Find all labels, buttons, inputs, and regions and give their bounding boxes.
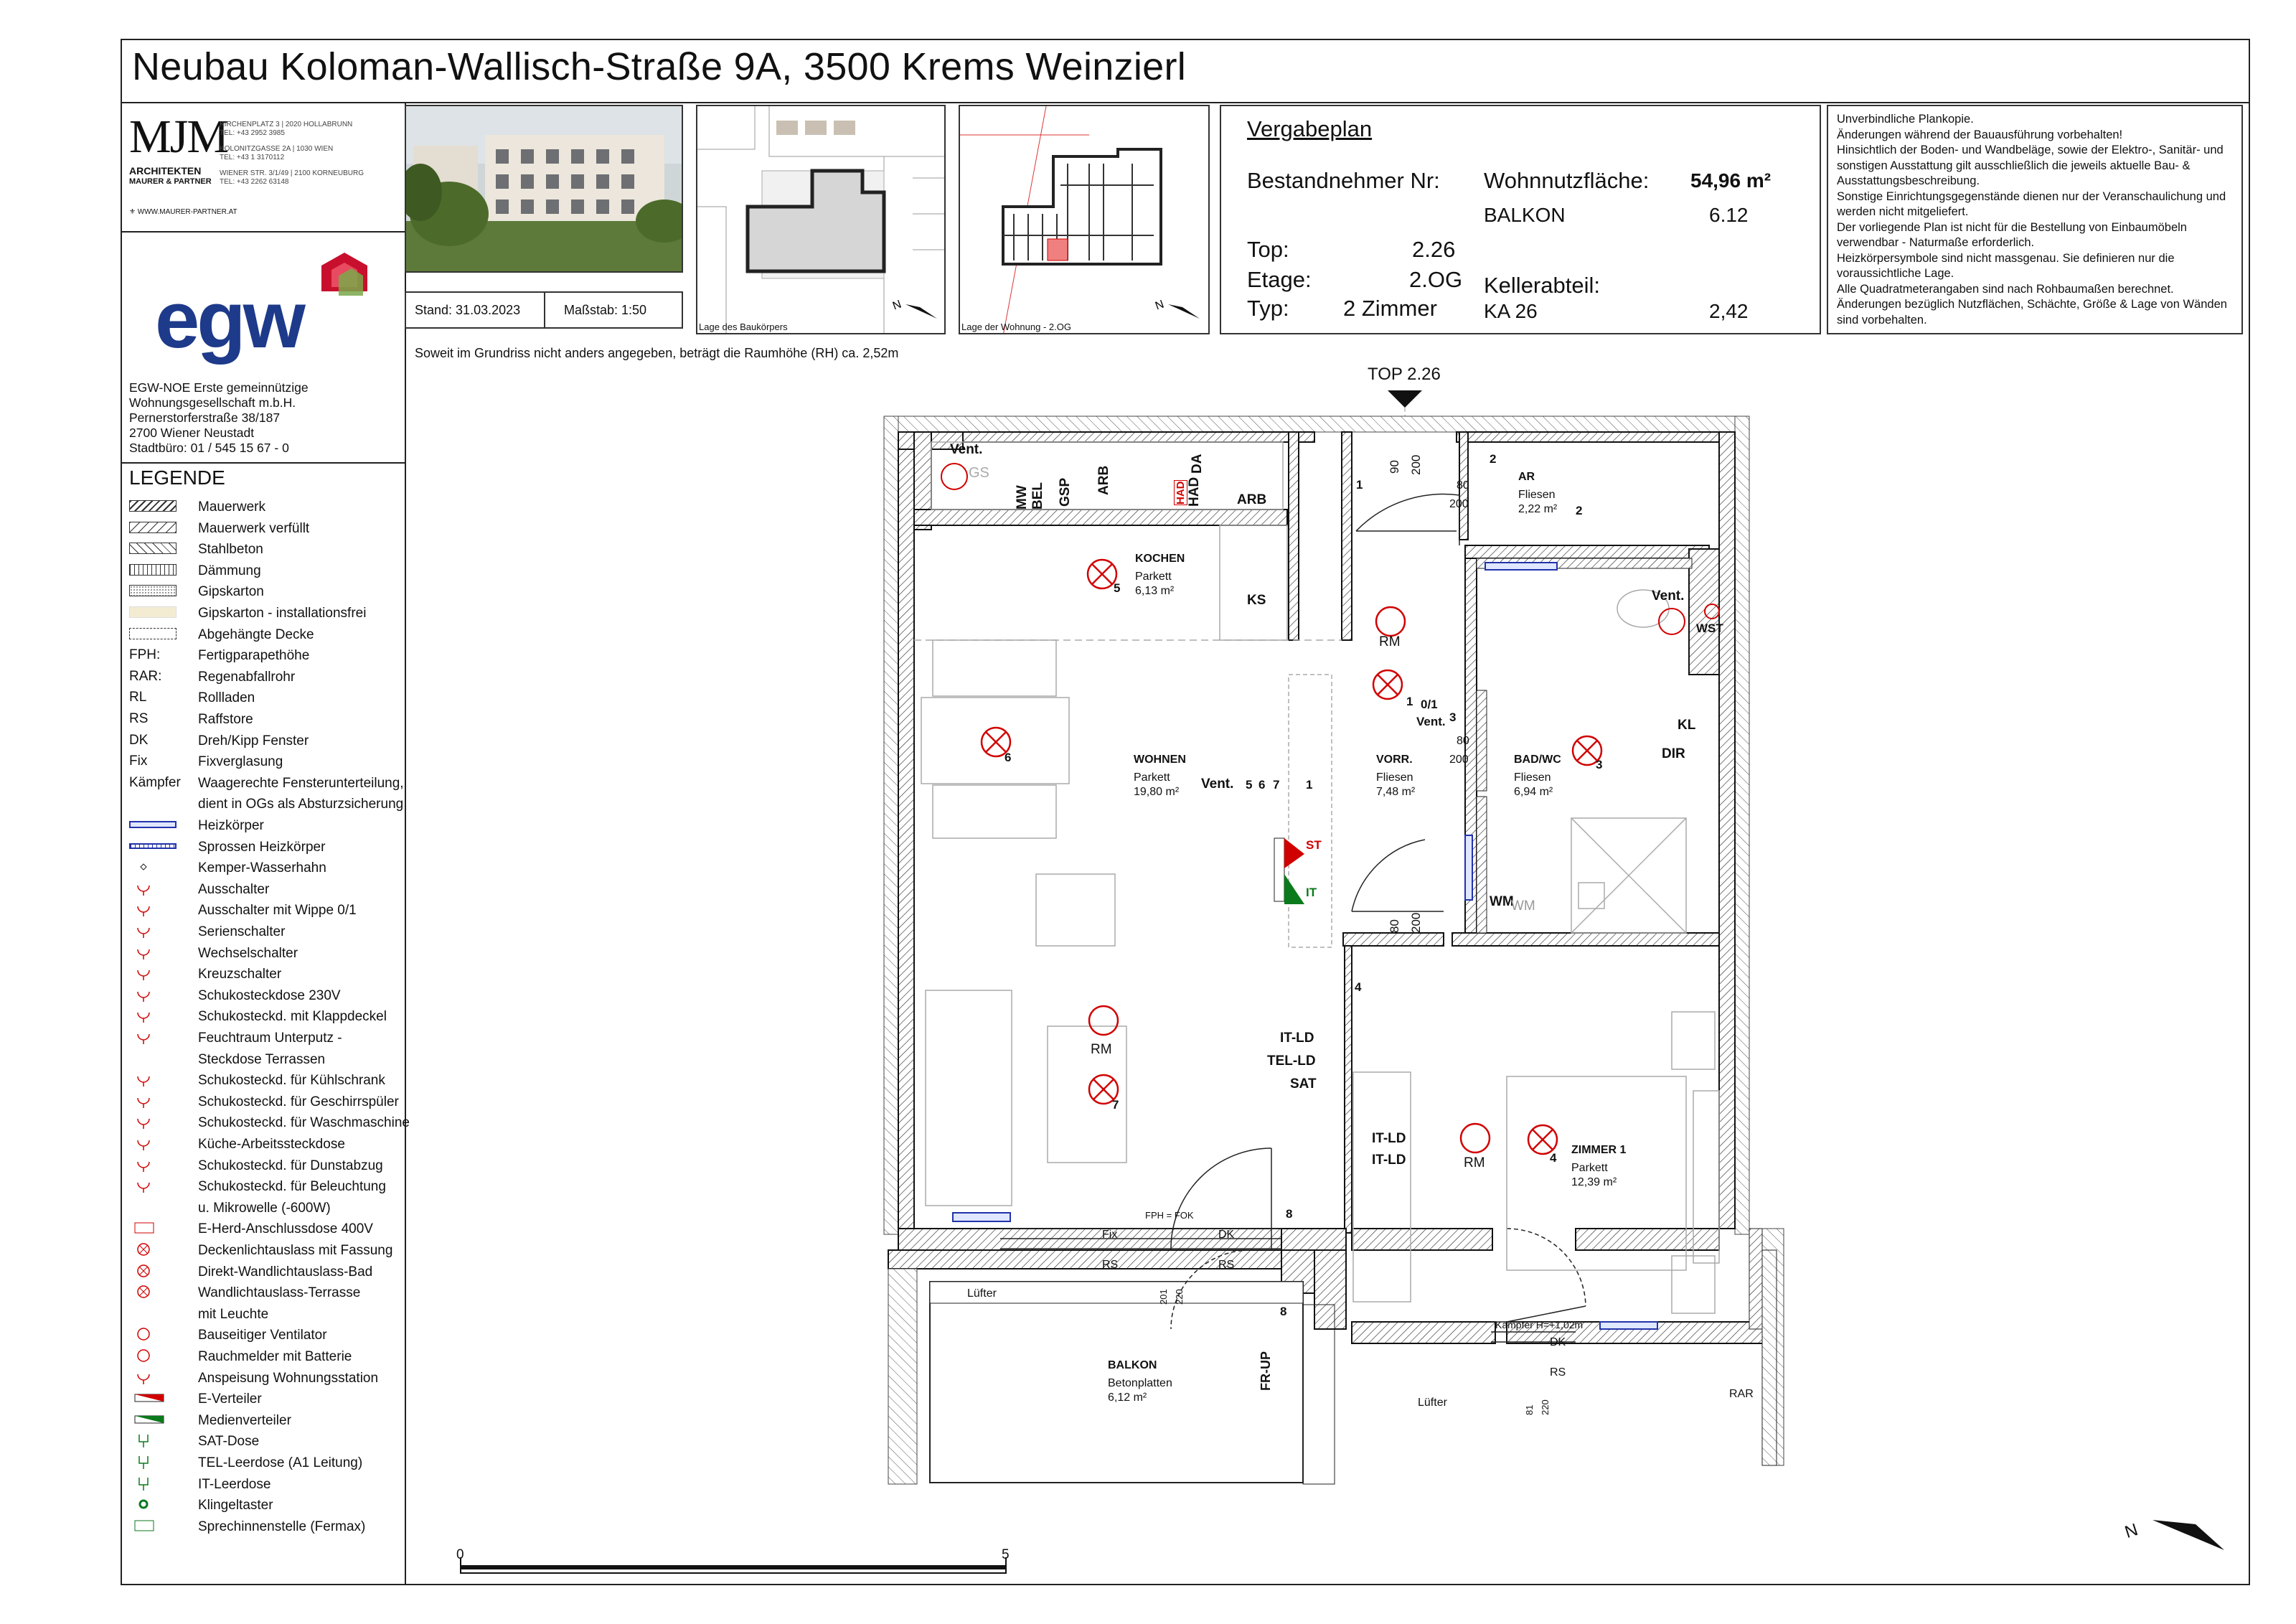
legend-text: Steckdose Terrassen: [198, 1051, 326, 1067]
room-balkon-name: BALKON: [1108, 1359, 1157, 1371]
room-vorr-details: [1376, 771, 1415, 799]
it-ld-label-3: IT-LD: [1372, 1153, 1406, 1168]
ceiling-light-icon: [1372, 669, 1403, 700]
dk-label-2: DK: [1550, 1336, 1566, 1348]
kellerabteil-name: KA 26: [1484, 300, 1538, 322]
circuit-number: 2: [1490, 452, 1497, 466]
legend-text: Stahlbeton: [198, 542, 263, 558]
architect-web-text: WWW.MAURER-PARTNER.AT: [137, 208, 237, 216]
legend-text: Regenabfallrohr: [198, 669, 296, 685]
arb-label-top: ARB: [1096, 465, 1111, 495]
legend-text: Anspeisung Wohnungsstation: [198, 1370, 379, 1386]
legend-text: Gipskarton: [198, 584, 264, 600]
top-marker-label: TOP 2.26: [1368, 365, 1441, 384]
ar-dim-200: 200: [1449, 498, 1469, 510]
legend-text: Schukosteckd. für Waschmaschine: [198, 1115, 410, 1131]
room-zimmer1-area: 12,39 m²: [1571, 1176, 1617, 1188]
office-1-city: HOLLABRUNN: [303, 121, 353, 128]
client-line-4: 2700 Wiener Neustadt: [129, 426, 255, 440]
legend-text: Dämmung: [198, 563, 261, 578]
circuit-number: 3: [1596, 758, 1603, 771]
circuit-number: 6: [1258, 778, 1266, 792]
legend-text: Deckenlichtauslass mit Fassung: [198, 1243, 393, 1258]
room-wohnen-details: [1134, 771, 1179, 799]
north-label: N: [2122, 1520, 2140, 1543]
room-kochen-details: [1135, 570, 1174, 599]
circuit-number: 7: [1112, 1098, 1119, 1112]
vent-label-kitchen: Vent.: [950, 442, 983, 457]
etage-label: Etage:: [1247, 267, 1312, 292]
legend-text: Raffstore: [198, 712, 253, 727]
legend-text: Rauchmelder mit Batterie: [198, 1349, 352, 1364]
disclaimer-line-1: Unverbindliche Plankopie.: [1837, 113, 1974, 126]
circuit-number: 6: [1004, 751, 1012, 764]
legend-text: Mauerwerk verfüllt: [198, 520, 310, 536]
disclaimer-line-6: Heizkörpersymbole sind nicht massgenau. Sie definieren nur die voraussichtliche Lage.: [1837, 251, 2175, 280]
dim-81: 81: [1524, 1404, 1535, 1415]
wst-label: WST: [1696, 621, 1723, 635]
room-zimmer1-name: ZIMMER 1: [1571, 1144, 1627, 1156]
typ-value: 2 Zimmer: [1343, 296, 1437, 321]
it-ld-label-2: IT-LD: [1372, 1131, 1406, 1146]
room-balkon-floor: Betonplatten: [1108, 1377, 1172, 1389]
office-3-city: KORNEUBURG: [312, 169, 364, 177]
legend-text: Wechselschalter: [198, 945, 298, 961]
legend-text: Sprossen Heizkörper: [198, 839, 326, 855]
top-marker-triangle: [1388, 390, 1422, 408]
mjm-logo: MJM: [129, 111, 228, 163]
legend-text: u. Mikrowelle (-600W): [198, 1200, 331, 1216]
raumhoehe-note: Soweit im Grundriss nicht anders angegeben, beträgt die Raumhöhe (RH) ca. 2,52m: [415, 346, 899, 360]
gsp-label: GSP: [1058, 477, 1073, 507]
legend-text: SAT-Dose: [198, 1434, 260, 1450]
balkon-label: BALKON: [1484, 204, 1566, 226]
room-wohnen-name: WOHNEN: [1134, 754, 1186, 766]
rar-label: RAR: [1729, 1388, 1754, 1400]
top-value: 2.26: [1412, 237, 1456, 262]
gs-label: GS: [969, 465, 989, 481]
fix-label: Fix: [1102, 1229, 1118, 1241]
architect-name-2: MAURER & PARTNER: [129, 177, 212, 186]
legend-abbr: FPH:: [129, 647, 161, 663]
wohnnutzflaeche-label: Wohnnutzfläche:: [1484, 168, 1650, 193]
unit-map-caption: Lage der Wohnung - 2.OG: [961, 321, 1071, 332]
fph-label: FPH = FOK: [1145, 1210, 1194, 1221]
legend-text: Schukosteckd. für Dunstabzug: [198, 1158, 383, 1173]
legend-text: Küche-Arbeitssteckdose: [198, 1137, 345, 1152]
tel-ld-label: TEL-LD: [1267, 1053, 1316, 1069]
zimmer-door-dim-200: 200: [1409, 912, 1423, 933]
legend-text: E-Herd-Anschlussdose 400V: [198, 1221, 373, 1237]
room-wohnen-floor: Parkett: [1134, 771, 1170, 784]
legend-text: Fixverglasung: [198, 754, 283, 770]
rm-label-vorr: RM: [1379, 634, 1401, 649]
disclaimer-line-3: Hinsichtlich der Boden- und Wandbeläge, sowie der Elektro-, Sanitär- und sonstigen Ausstattung gilt ausschließlich die jeweils aktuelle Bau- & Ausstattungsbeschreibung.: [1837, 144, 2224, 187]
room-ar-name: AR: [1518, 471, 1535, 483]
wm-grey-label: WM: [1511, 898, 1535, 914]
room-kochen-name: KOCHEN: [1135, 553, 1185, 565]
room-bad-name: BAD/WC: [1514, 754, 1561, 766]
vergabeplan-title: Vergabeplan: [1247, 116, 1373, 141]
legend-text: Wandlichtauslass-Terrasse: [198, 1285, 361, 1301]
vent-label-bad: Vent.: [1652, 588, 1685, 604]
circuit-number: 7: [1273, 778, 1280, 792]
circuit-number: 4: [1550, 1151, 1557, 1165]
circuit-number: 2: [1576, 504, 1583, 517]
ar-dim-80: 80: [1457, 479, 1469, 492]
room-balkon-details: [1108, 1376, 1172, 1405]
etage-value: 2.OG: [1409, 267, 1463, 292]
legend-abbr: RS: [129, 710, 149, 726]
sat-label: SAT: [1290, 1076, 1317, 1092]
office-3-tel: TEL: +43 2262 63148: [220, 178, 289, 186]
legend-text: Dreh/Kipp Fenster: [198, 733, 309, 748]
legend-text: Schukosteckdose 230V: [198, 987, 341, 1003]
disclaimer-line-2: Änderungen während der Bauausführung vorbehalten!: [1837, 128, 2123, 141]
legend-text: Kemper-Wasserhahn: [198, 860, 326, 876]
legend-text: Schukosteckd. für Beleuchtung: [198, 1179, 386, 1195]
disclaimer-line-4: Sonstige Einrichtungsgegenstände dienen nur der Veranschaulichung und werden nicht mitgeliefert.: [1837, 189, 2226, 218]
rs-label-1: RS: [1102, 1259, 1119, 1271]
legend-text: IT-Leerdose: [198, 1476, 271, 1492]
circuit-number: 1: [1356, 478, 1363, 492]
legend-text: mit Leuchte: [198, 1306, 269, 1322]
legend-text: Serienschalter: [198, 924, 286, 939]
legend-text: Bauseitiger Ventilator: [198, 1328, 327, 1343]
rs-label-2: RS: [1218, 1259, 1235, 1271]
fr-up-label: FR-UP: [1258, 1351, 1273, 1391]
legend-text: Heizkörper: [198, 818, 264, 833]
legend-text: Rollladen: [198, 690, 255, 706]
room-kochen-area: 6,13 m²: [1135, 585, 1175, 597]
office-2-tel: TEL: +43 1 3170112: [220, 154, 285, 161]
disclaimer-line-7: Alle Quadratmeterangaben sind nach Rohbaumaßen berechnet.: [1837, 282, 2174, 296]
room-zimmer1-details: [1571, 1161, 1617, 1190]
client-line-5: Stadtbüro: 01 / 545 15 67 - 0: [129, 441, 289, 455]
dk-label-1: DK: [1218, 1229, 1235, 1241]
kellerabteil-label: Kellerabteil:: [1484, 273, 1600, 298]
legend-text: Ausschalter: [198, 881, 270, 897]
wm-label: WM: [1490, 894, 1514, 909]
mw-label: MW: [1015, 485, 1030, 510]
legend-abbr: Fix: [129, 754, 148, 769]
legend-text: Schukosteckd. mit Klappdeckel: [198, 1009, 387, 1025]
legend-text: E-Verteiler: [198, 1391, 262, 1407]
legend-text: Gipskarton - installationsfrei: [198, 606, 367, 621]
dim-201: 201: [1158, 1289, 1169, 1305]
legend-text: Abgehängte Decke: [198, 626, 314, 642]
legend-text: Direkt-Wandlichtauslass-Bad: [198, 1264, 373, 1280]
scale-text: Maßstab: 1:50: [564, 303, 647, 317]
room-bad-details: [1514, 771, 1553, 799]
room-ar-area: 2,22 m²: [1518, 503, 1558, 515]
it-label: IT: [1306, 886, 1317, 899]
room-bad-floor: Fliesen: [1514, 771, 1551, 784]
circuit-number: 1: [1406, 695, 1413, 708]
legend-abbr: DK: [129, 732, 149, 748]
circuit-number: 1: [1306, 778, 1313, 792]
typ-label: Typ:: [1247, 296, 1289, 321]
it-ld-label-1: IT-LD: [1280, 1031, 1314, 1046]
office-1-address: KIRCHENPLATZ 3 | 2020: [220, 121, 302, 128]
door-dim-90: 90: [1388, 460, 1401, 474]
legend-abbr: RL: [129, 690, 147, 705]
st-label: ST: [1306, 838, 1322, 852]
rs-label-3: RS: [1550, 1366, 1566, 1379]
kaempfer-label: Kämpfer H=+1,02m: [1495, 1319, 1584, 1330]
rm-label-wohnen: RM: [1091, 1042, 1112, 1057]
legend-abbr: Kämpfer: [129, 774, 181, 790]
architect-name-1: ARCHITEKTEN: [129, 165, 202, 177]
bestandnehmer-label: Bestandnehmer Nr:: [1247, 168, 1440, 193]
dir-label: DIR: [1662, 746, 1685, 761]
room-bad-area: 6,94 m²: [1514, 786, 1553, 798]
dim-220-b: 220: [1540, 1399, 1551, 1415]
wohnnutzflaeche-value: 54,96 m²: [1690, 169, 1772, 192]
rm-label-zimmer: RM: [1464, 1155, 1485, 1170]
room-vorr-name: VORR.: [1376, 754, 1413, 766]
dim-220-a: 220: [1174, 1289, 1185, 1305]
luefter-label-2: Lüfter: [1418, 1397, 1447, 1409]
legend-text: Sprechinnenstelle (Fermax): [198, 1519, 366, 1534]
bad-dim-80: 80: [1457, 735, 1469, 747]
arb-side-label: ARB: [1237, 492, 1267, 507]
office-3-address: WIENER STR. 3/1/49 | 2100: [220, 169, 311, 177]
had-label: HAD: [1187, 477, 1202, 507]
legend-text: Feuchtraum Unterputz -: [198, 1031, 342, 1046]
legend-text: Kreuzschalter: [198, 967, 282, 982]
legend-text: Schukosteckd. für Geschirrspüler: [198, 1094, 399, 1109]
legend-text: Schukosteckd. für Kühlschrank: [198, 1073, 385, 1089]
kellerabteil-value: 2,42: [1709, 300, 1749, 322]
room-vorr-floor: Fliesen: [1376, 771, 1413, 784]
bad-dim-200: 200: [1449, 754, 1469, 766]
room-ar-floor: Fliesen: [1518, 489, 1556, 501]
client-line-1: EGW-NOE Erste gemeinnützige: [129, 380, 309, 395]
legend-text: Klingeltaster: [198, 1498, 273, 1513]
site-plan-caption: Lage des Baukörpers: [699, 321, 788, 332]
svg-text:N: N: [1154, 298, 1166, 313]
circuit-number: 5: [1114, 581, 1121, 595]
top-label: Top:: [1247, 237, 1289, 262]
zimmer-door-dim-80: 80: [1388, 919, 1401, 933]
room-zimmer1-floor: Parkett: [1571, 1162, 1608, 1174]
legend-title: LEGENDE: [129, 466, 225, 489]
legend-text: Ausschalter mit Wippe 0/1: [198, 903, 357, 919]
room-wohnen-area: 19,80 m²: [1134, 786, 1180, 798]
room-kochen-floor: Parkett: [1135, 571, 1172, 583]
office-1-tel: TEL: +43 2952 3985: [220, 129, 285, 137]
architect-web: ⚜ WWW.MAURER-PARTNER.AT: [129, 208, 237, 216]
legend-text: Waagerechte Fensterunterteilung,: [198, 775, 404, 791]
vent-label-vorr: Vent.: [1416, 715, 1446, 728]
vent-label-wohnen: Vent.: [1201, 776, 1234, 792]
luefter-label-1: Lüfter: [967, 1287, 997, 1300]
circuit-number: 4: [1355, 980, 1362, 994]
circuit-number: 8: [1286, 1207, 1293, 1221]
circuit-number: 8: [1280, 1305, 1287, 1318]
office-2-city: WIEN: [314, 145, 334, 153]
legend-text: TEL-Leerdose (A1 Leitung): [198, 1455, 363, 1470]
circuit-number: 5: [1246, 778, 1253, 792]
ks-label: KS: [1247, 593, 1266, 608]
door-dim-200: 200: [1409, 454, 1423, 475]
switch-01-label: 0/1: [1421, 698, 1438, 711]
egw-wordmark: egw: [155, 275, 303, 365]
svg-text:N: N: [891, 298, 903, 313]
legend-text: dient in OGs als Absturzsicherung: [198, 797, 404, 812]
room-balkon-area: 6,12 m²: [1108, 1391, 1147, 1404]
client-line-2: Wohnungsgesellschaft m.b.H.: [129, 395, 296, 410]
scale-start-label: 0: [456, 1547, 464, 1562]
legend-abbr: RAR:: [129, 668, 162, 684]
had-box-label: HAD: [1175, 481, 1187, 504]
circuit-number: 3: [1449, 710, 1457, 724]
bel-label: BEL: [1030, 482, 1045, 510]
disclaimer-line-5: Der vorliegende Plan ist nicht für die Bestellung von Einbaumöbeln verwendbar - Naturmaße erforderlich.: [1837, 220, 2187, 249]
balkon-value: 6.12: [1709, 204, 1749, 226]
office-2-address: KOLONITZGASSE 2A | 1030: [220, 145, 313, 153]
stand-date: Stand: 31.03.2023: [415, 303, 521, 317]
scale-end-label: 5: [1002, 1547, 1010, 1562]
legend-text: Mauerwerk: [198, 499, 265, 515]
page-title: Neubau Koloman-Wallisch-Straße 9A, 3500 Krems Weinzierl: [132, 45, 1187, 88]
kl-label: KL: [1678, 718, 1696, 733]
legend-text: Medienverteiler: [198, 1412, 291, 1428]
da-label: DA: [1190, 454, 1205, 474]
legend-text: Fertigparapethöhe: [198, 648, 310, 664]
room-ar-details: [1518, 488, 1557, 517]
room-vorr-area: 7,48 m²: [1376, 786, 1416, 798]
client-line-3: Pernerstorferstraße 38/187: [129, 410, 281, 425]
disclaimer-line-8: Änderungen bezüglich Nutzflächen, Schächte, Größe & Lage von Wänden sind vorbehalten.: [1837, 298, 2227, 327]
